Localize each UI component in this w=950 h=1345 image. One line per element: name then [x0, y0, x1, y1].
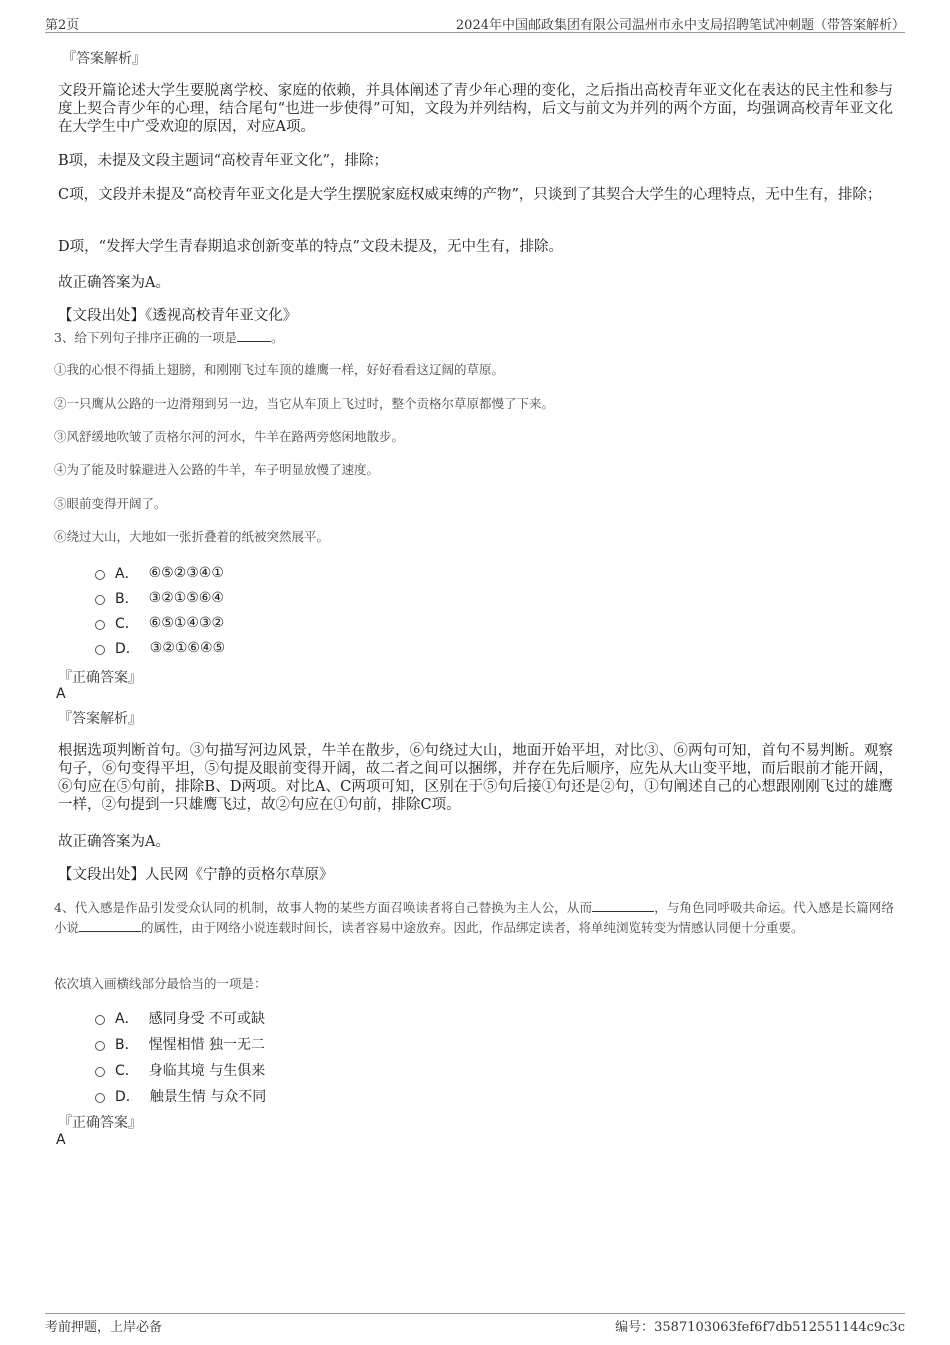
- page-number: 第2页: [45, 18, 80, 33]
- q3-sentence-4: ④为了能及时躲避进入公路的牛羊，车子明显放慢了速度。: [54, 462, 380, 477]
- option-text: ③②①⑤⑥④: [148, 590, 224, 606]
- q4-blank-2: [79, 919, 141, 932]
- option-key: D．: [115, 641, 140, 657]
- q3-option-b[interactable]: [95, 588, 224, 608]
- document-title: 2024年中国邮政集团有限公司温州市永中支局招聘笔试冲刺题（带答案解析）: [455, 18, 905, 33]
- q3-conclusion: 故正确答案为A。: [58, 834, 170, 850]
- q4-stem-part1: 4、代入感是作品引发受众认同的机制，故事人物的某些方面召唤读者将自己替换为主人公，从而: [54, 900, 593, 915]
- q4-stem-part3: 的属性，由于网络小说连载时间长，读者容易中途放弃。因此，作品绑定读者，将单纯浏览转变为情感认同便十分重要。: [141, 920, 804, 935]
- q4-option-b[interactable]: [95, 1034, 265, 1054]
- q3-sentence-3: ③风舒缓地吹皱了贡格尔河的河水，牛羊在路两旁悠闲地散步。: [54, 429, 405, 444]
- page-footer: [45, 1313, 905, 1336]
- option-key: A．: [115, 1011, 139, 1027]
- q4-stem-part2: ，与角色同呼吸共命运。代入感是长篇网络小说: [54, 900, 894, 935]
- q3-source: 【文段出处】人民网《宁静的贡格尔草原》: [58, 867, 334, 883]
- radio-icon[interactable]: [95, 1015, 105, 1025]
- q3-option-d[interactable]: [95, 638, 225, 658]
- q3-analysis-label: 『答案解析』: [58, 711, 142, 727]
- option-key: A．: [115, 566, 139, 582]
- q4-option-a[interactable]: [95, 1008, 265, 1028]
- radio-icon[interactable]: [95, 595, 105, 605]
- q2-analysis-label: 『答案解析』: [62, 51, 146, 67]
- q3-option-a[interactable]: [95, 563, 224, 583]
- q2-conclusion: 故正确答案为A。: [58, 275, 170, 291]
- q3-sentence-2: ②一只鹰从公路的一边滑翔到另一边，当它从车顶上飞过时，整个贡格尔草原都慢了下来。: [54, 396, 555, 411]
- q3-sentence-1: ①我的心恨不得插上翅膀，和刚刚飞过车顶的雄鹰一样，好好看看这辽阔的草原。: [54, 362, 505, 377]
- radio-icon[interactable]: [95, 645, 105, 655]
- option-text: ⑥⑤②③④①: [148, 565, 224, 581]
- q3-stem-text: 3、给下列句子排序正确的一项是: [54, 330, 237, 345]
- option-text: 惺惺相惜 独一无二: [148, 1037, 266, 1053]
- q2-analysis-option-d: D项，“发挥大学生青春期追求创新变革的特点”文段未提及，无中生有，排除。: [58, 239, 563, 255]
- radio-icon[interactable]: [95, 1093, 105, 1103]
- option-key: C．: [115, 616, 139, 632]
- option-key: D．: [115, 1089, 140, 1105]
- option-text: 感同身受 不可或缺: [148, 1011, 266, 1027]
- q4-prompt: 依次填入画横线部分最恰当的一项是：: [54, 976, 267, 991]
- q2-source: 【文段出处】《透视高校青年亚文化》: [58, 308, 298, 324]
- option-text: ③②①⑥④⑤: [149, 640, 226, 656]
- q4-correct-label: 『正确答案』: [58, 1115, 142, 1131]
- q2-analysis-option-b: B项，未提及文段主题词“高校青年亚文化”，排除；: [58, 153, 388, 169]
- footer-slogan: 考前押题，上岸必备: [45, 1320, 163, 1335]
- option-key: C．: [115, 1063, 139, 1079]
- option-key: B．: [115, 591, 139, 607]
- page-header: [45, 12, 905, 33]
- option-text: 触景生情 与众不同: [149, 1089, 267, 1105]
- option-key: B．: [115, 1037, 139, 1053]
- option-text: 身临其境 与生俱来: [148, 1063, 266, 1079]
- radio-icon[interactable]: [95, 620, 105, 630]
- q2-analysis-option-c: C项，文段并未提及“高校青年亚文化是大学生摆脱家庭权威束缚的产物”，只谈到了其契合大学生的心理特点，无中生有，排除；: [58, 187, 882, 203]
- q3-correct-value: A: [56, 686, 66, 702]
- q4-stem: [54, 898, 894, 938]
- q3-stem-suffix: 。: [270, 330, 284, 345]
- q4-option-c[interactable]: [95, 1060, 265, 1080]
- radio-icon[interactable]: [95, 570, 105, 580]
- q3-sentence-5: ⑤眼前变得开阔了。: [54, 496, 167, 511]
- q2-analysis-paragraph: 文段开篇论述大学生要脱离学校、家庭的依赖，并具体阐述了青少年心理的变化，之后指出高校青年亚文化在表达的民主性和参与度上契合青少年的心理，结合尾句“也进一步使得”可知，文段为并列结构，后文与前文为并列的两个方面，均强调高校青年亚文化在大学生中广受欢迎的原因，对应A项。: [58, 83, 893, 135]
- q3-blank: [237, 329, 271, 342]
- option-text: ⑥⑤①④③②: [148, 615, 225, 631]
- radio-icon[interactable]: [95, 1041, 105, 1051]
- q4-blank-1: [592, 899, 654, 912]
- q3-stem: [54, 328, 283, 346]
- q3-analysis-paragraph: 根据选项判断首句。③句描写河边风景，牛羊在散步，⑥句绕过大山，地面开始平坦，对比③、⑥两句可知，首句不易判断。观察句子，⑥句变得平坦，⑤句提及眼前变得开阔，故二者之间可以捆绑，并存在先后顺序，应先从大山变平地，而后眼前才能开阔，⑥句应在⑤句前，排除B、D两项。对比A、C两项可知，区别在于⑤句后接①句还是②句，①句阐述自己的心想跟刚刚飞过的雄鹰一样，②句提到一只雄鹰飞过，故②句应在①句前，排除C项。: [58, 743, 893, 813]
- footer-serial-number: 编号：3587103063fef6f7db512551144c9c3c: [615, 1320, 905, 1335]
- q4-correct-value: A: [56, 1132, 66, 1148]
- q3-option-c[interactable]: [95, 613, 224, 633]
- q4-option-d[interactable]: [95, 1086, 266, 1106]
- radio-icon[interactable]: [95, 1067, 105, 1077]
- q3-correct-label: 『正确答案』: [58, 670, 142, 686]
- q3-sentence-6: ⑥绕过大山，大地如一张折叠着的纸被突然展平。: [54, 529, 330, 544]
